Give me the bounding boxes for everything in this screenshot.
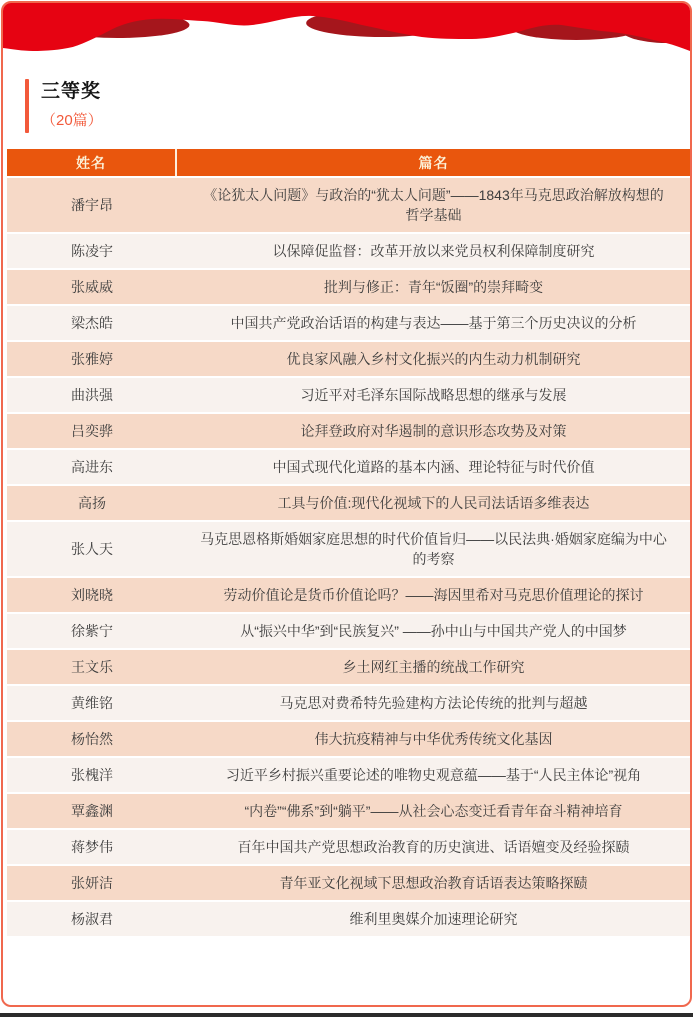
paper-title: 劳动价值论是货币价值论吗？——海因里希对马克思价值理论的探讨 <box>177 578 690 612</box>
red-ribbon-banner-icon <box>3 3 690 55</box>
column-header-title: 篇名 <box>177 149 690 176</box>
table-row <box>7 306 690 340</box>
author-name: 张妍洁 <box>7 866 177 900</box>
table-row <box>7 686 690 720</box>
author-name: 王文乐 <box>7 650 177 684</box>
author-name: 刘晓晓 <box>7 578 177 612</box>
author-name: 覃鑫渊 <box>7 794 177 828</box>
author-name: 张人天 <box>7 522 177 576</box>
author-name: 张槐洋 <box>7 758 177 792</box>
paper-title: 中国式现代化道路的基本内涵、理论特征与时代价值 <box>177 450 690 484</box>
table-row <box>7 378 690 412</box>
paper-title: “内卷”“佛系”到“躺平”——从社会心态变迁看青年奋斗精神培育 <box>177 794 690 828</box>
award-list-card <box>1 1 692 1007</box>
paper-title: 批判与修正：青年“饭圈”的崇拜畸变 <box>177 270 690 304</box>
heading-text <box>29 79 103 133</box>
paper-title: 马克思恩格斯婚姻家庭思想的时代价值旨归——以民法典·婚姻家庭编为中心的考察 <box>177 522 690 576</box>
table-row <box>7 522 690 576</box>
awards-table <box>7 147 690 938</box>
paper-title: 《论犹太人问题》与政治的“犹太人问题”——1843年马克思政治解放构想的哲学基础 <box>177 178 690 232</box>
paper-title: 习近平对毛泽东国际战略思想的继承与发展 <box>177 378 690 412</box>
paper-title: 以保障促监督：改革开放以来党员权利保障制度研究 <box>177 234 690 268</box>
table-row <box>7 830 690 864</box>
column-header-name: 姓名 <box>7 149 177 176</box>
author-name: 高扬 <box>7 486 177 520</box>
author-name: 杨淑君 <box>7 902 177 936</box>
awards-table-body <box>7 178 690 936</box>
table-row <box>7 486 690 520</box>
paper-title: 习近平乡村振兴重要论述的唯物史观意蕴——基于“人民主体论”视角 <box>177 758 690 792</box>
author-name: 张威威 <box>7 270 177 304</box>
author-name: 黄维铭 <box>7 686 177 720</box>
author-name: 张雅婷 <box>7 342 177 376</box>
table-row <box>7 614 690 648</box>
author-name: 高进东 <box>7 450 177 484</box>
table-row <box>7 414 690 448</box>
paper-title: 青年亚文化视域下思想政治教育话语表达策略探赜 <box>177 866 690 900</box>
author-name: 吕奕骅 <box>7 414 177 448</box>
paper-title: 乡土网红主播的统战工作研究 <box>177 650 690 684</box>
table-row <box>7 722 690 756</box>
author-name: 潘宇昂 <box>7 178 177 232</box>
table-row <box>7 178 690 232</box>
table-row <box>7 270 690 304</box>
paper-title: 工具与价值:现代化视域下的人民司法话语多维表达 <box>177 486 690 520</box>
table-row <box>7 450 690 484</box>
table-row <box>7 794 690 828</box>
section-heading <box>25 79 690 133</box>
author-name: 曲洪强 <box>7 378 177 412</box>
author-name: 徐紫宁 <box>7 614 177 648</box>
table-row <box>7 342 690 376</box>
table-row <box>7 578 690 612</box>
author-name: 梁杰皓 <box>7 306 177 340</box>
award-count: （20篇） <box>41 112 103 129</box>
table-row <box>7 758 690 792</box>
author-name: 杨怡然 <box>7 722 177 756</box>
table-row <box>7 866 690 900</box>
paper-title: 中国共产党政治话语的构建与表达——基于第三个历史决议的分析 <box>177 306 690 340</box>
paper-title: 论拜登政府对华遏制的意识形态攻势及对策 <box>177 414 690 448</box>
author-name: 蒋梦伟 <box>7 830 177 864</box>
screenshot-bottom-edge <box>0 1013 693 1017</box>
table-row <box>7 650 690 684</box>
paper-title: 优良家风融入乡村文化振兴的内生动力机制研究 <box>177 342 690 376</box>
table-row <box>7 234 690 268</box>
award-tier-title: 三等奖 <box>41 81 102 102</box>
paper-title: 百年中国共产党思想政治教育的历史演进、话语嬗变及经验探赜 <box>177 830 690 864</box>
author-name: 陈凌宇 <box>7 234 177 268</box>
table-row <box>7 902 690 936</box>
paper-title: 伟大抗疫精神与中华优秀传统文化基因 <box>177 722 690 756</box>
paper-title: 马克思对费希特先验建构方法论传统的批判与超越 <box>177 686 690 720</box>
awards-table-header <box>7 149 690 176</box>
paper-title: 从“振兴中华”到“民族复兴” ——孙中山与中国共产党人的中国梦 <box>177 614 690 648</box>
paper-title: 维利里奥媒介加速理论研究 <box>177 902 690 936</box>
